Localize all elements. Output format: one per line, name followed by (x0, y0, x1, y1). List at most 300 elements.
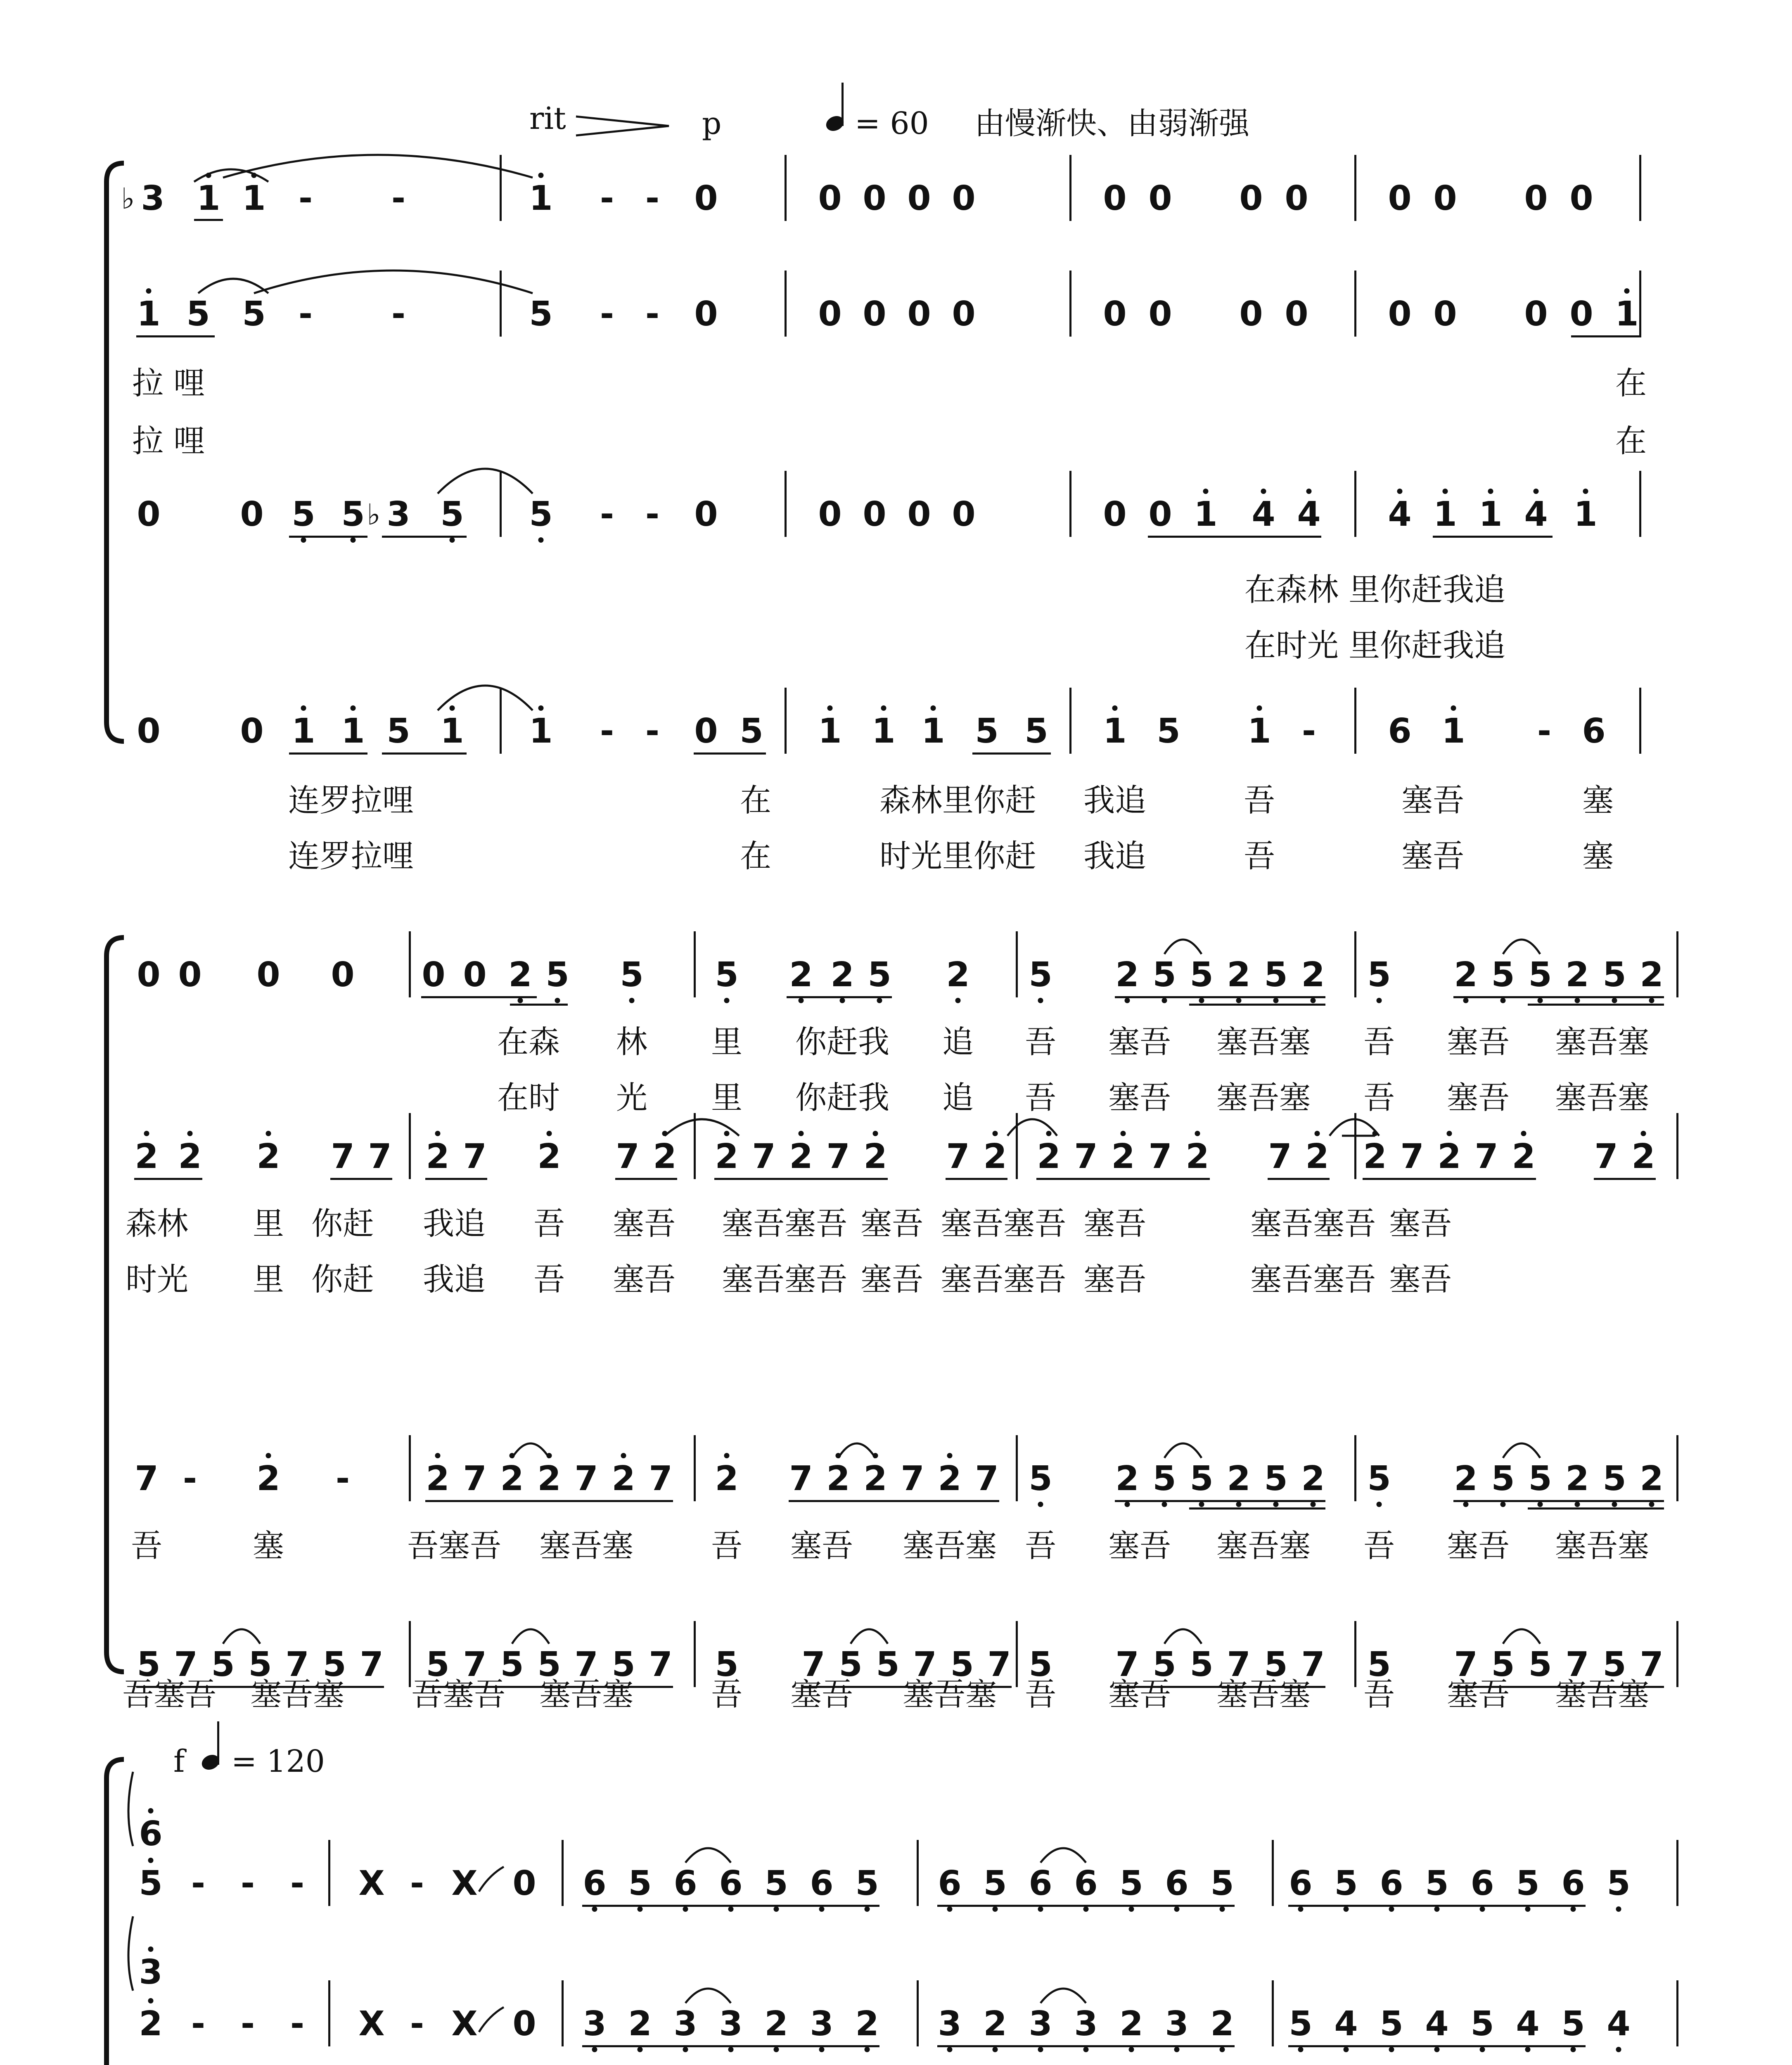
note: 4 (1297, 495, 1321, 534)
note: 1 (1615, 294, 1639, 334)
note: 7 (1301, 1645, 1325, 1684)
note: - (191, 1864, 206, 1903)
note: - (183, 1459, 197, 1498)
note: 0 (256, 955, 280, 995)
note: 2 (537, 1137, 561, 1176)
note: 1 (1479, 495, 1503, 534)
barline (409, 931, 411, 997)
note: 7 (285, 1645, 309, 1684)
octave-dot-above (148, 1808, 154, 1813)
barline (1676, 1980, 1678, 2046)
octave-dot-below (1649, 998, 1655, 1003)
note: 2 (537, 1459, 561, 1498)
beam-underline (1189, 1507, 1325, 1510)
note: 2 (1363, 1137, 1387, 1176)
octave-dot-below (1220, 2047, 1225, 2052)
note: X (451, 1864, 478, 1903)
lyric: 我追 (423, 1205, 486, 1242)
note: 2 (1115, 955, 1139, 995)
octave-dot-below (947, 1906, 953, 1912)
octave-dot-below (819, 1906, 825, 1912)
octave-dot-below (1038, 2047, 1043, 2052)
lyric: 吾 (533, 1261, 565, 1298)
lyric: 塞吾塞 (1555, 1023, 1649, 1060)
note: 5 (950, 1645, 974, 1684)
note: 0 (818, 495, 842, 534)
note: 2 (1210, 2004, 1234, 2044)
octave-dot-above (1306, 489, 1312, 494)
lyric: 塞吾 (613, 1205, 676, 1242)
octave-dot-below (799, 998, 804, 1003)
octave-dot-above (1121, 1131, 1126, 1136)
lyric: 塞吾 (1108, 1676, 1171, 1713)
octave-dot-below (774, 1906, 779, 1912)
note: 7 (1115, 1645, 1139, 1684)
note: 0 (1103, 495, 1127, 534)
lyric: 塞吾塞吾 (941, 1205, 1066, 1242)
note: 7 (1565, 1645, 1589, 1684)
octave-dot-below (1616, 2047, 1621, 2052)
octave-dot-below (1616, 1906, 1621, 1912)
slur (1503, 1443, 1540, 1458)
beam-underline (1433, 536, 1553, 538)
lyric: 你赶我 (795, 1079, 889, 1116)
slur (1041, 1848, 1086, 1863)
note: 6 (1582, 712, 1606, 751)
octave-dot-below (1162, 998, 1167, 1003)
note: 1 (341, 712, 365, 751)
beam-underline (1594, 1178, 1656, 1180)
note: 5 (248, 1645, 272, 1684)
note: 3 (386, 495, 410, 534)
lyric: 塞吾 (1401, 838, 1464, 874)
note: 5 (500, 1645, 524, 1684)
lyric: 塞吾塞 (903, 1676, 997, 1713)
quarter-note-stem-2 (217, 1721, 219, 1765)
octave-dot-above (881, 705, 887, 711)
lyric: 你赶 (311, 1261, 374, 1298)
note: 7 (752, 1137, 776, 1176)
slur (512, 1443, 549, 1458)
lyric: 我追 (1083, 782, 1146, 819)
slur (1164, 940, 1202, 954)
octave-dot-above (724, 1131, 730, 1136)
note: 7 (1400, 1137, 1424, 1176)
note: 0 (1524, 294, 1548, 334)
note: 0 (1239, 294, 1263, 334)
barline (500, 155, 502, 221)
octave-dot-below (1571, 1906, 1576, 1912)
note: X (358, 2004, 385, 2044)
note: 2 (863, 1459, 887, 1498)
note: 0 (512, 2004, 536, 2044)
note: 1 (818, 712, 842, 751)
note: 2 (1301, 955, 1325, 995)
note: 5 (1157, 712, 1180, 751)
note: - (391, 179, 406, 218)
note: 5 (839, 1645, 863, 1684)
octave-dot-above (144, 1131, 149, 1136)
note: 0 (1388, 179, 1412, 218)
lyric: 塞吾塞 (1216, 1023, 1311, 1060)
octave-dot-above (148, 1998, 154, 2003)
octave-dot-above (301, 705, 306, 711)
beam-underline (425, 1500, 673, 1502)
lyric: 时光 (126, 1261, 188, 1298)
note: 5 (876, 1645, 900, 1684)
octave-dot-above (799, 1131, 804, 1136)
slur (685, 1848, 731, 1863)
octave-dot-above (146, 288, 152, 294)
beam-underline (946, 1178, 1007, 1180)
octave-dot-above (993, 1131, 998, 1136)
barline (1639, 271, 1641, 337)
octave-dot-below (1236, 1502, 1242, 1507)
lyric: 塞吾塞 (1555, 1676, 1649, 1713)
lyric: 塞吾塞 (1216, 1079, 1311, 1116)
beam-underline (714, 1178, 888, 1180)
octave-dot-below (1500, 998, 1506, 1003)
octave-dot-above (351, 705, 356, 711)
note: 6 (1561, 1864, 1585, 1903)
note: 5 (1491, 955, 1515, 995)
octave-dot-below (1038, 998, 1043, 1003)
note: 6 (1289, 1864, 1313, 1903)
lyric: 塞吾塞 (903, 1527, 997, 1564)
octave-dot-below (1377, 998, 1382, 1003)
lyric: 吾 (131, 1527, 162, 1564)
note: 5 (1289, 2004, 1313, 2044)
note: 5 (1264, 955, 1288, 995)
lyric: 吾 (1025, 1676, 1056, 1713)
lyric: 塞吾塞 (1216, 1676, 1311, 1713)
note: 1 (242, 179, 266, 218)
note: 4 (1388, 495, 1412, 534)
note: 3 (1029, 2004, 1052, 2044)
beam-underline (289, 752, 367, 755)
lyric: 在森 (497, 1023, 560, 1060)
octave-dot-below (538, 537, 544, 543)
barline (785, 471, 787, 537)
beam-underline (1528, 1004, 1664, 1006)
beam-underline (425, 1178, 487, 1180)
note: 0 (137, 955, 161, 995)
lyric: 塞吾塞吾 (722, 1205, 847, 1242)
note: 0 (694, 712, 718, 751)
octave-dot-above (1046, 1131, 1052, 1136)
octave-dot-below (1311, 1502, 1316, 1507)
note: 0 (1569, 179, 1593, 218)
slur (1503, 940, 1540, 954)
octave-dot-below (1649, 1502, 1655, 1507)
barline (1676, 1435, 1678, 1501)
octave-dot-below (1038, 1502, 1043, 1507)
note: 0 (907, 294, 931, 334)
lyric: 塞吾塞 (539, 1527, 633, 1564)
note: 7 (913, 1645, 937, 1684)
octave-dot-above (827, 705, 833, 711)
note: 5 (764, 1864, 788, 1903)
note: 5 (868, 955, 891, 995)
octave-dot-above (931, 705, 936, 711)
barline (785, 271, 787, 337)
lyric: 塞吾塞吾 (722, 1261, 847, 1298)
beam-underline (136, 335, 215, 337)
barline (1069, 471, 1071, 537)
note: 0 (1148, 179, 1172, 218)
octave-dot-above (148, 1946, 154, 1952)
note: 6 (810, 1864, 834, 1903)
octave-dot-below (1538, 1502, 1543, 1507)
note: 6 (139, 1814, 163, 1854)
beam-underline (1528, 1507, 1664, 1510)
octave-dot-below (1575, 1502, 1580, 1507)
barline (1676, 931, 1678, 997)
note: 5 (1210, 1864, 1234, 1903)
note: 5 (1024, 712, 1048, 751)
note: 5 (545, 955, 569, 995)
barline (1639, 688, 1641, 754)
octave-dot-above (1315, 1131, 1320, 1136)
note: 1 (1247, 712, 1271, 751)
beam-underline (1115, 1500, 1325, 1502)
lyric: 我追 (1083, 838, 1146, 874)
note: 2 (426, 1459, 450, 1498)
note: 5 (1425, 1864, 1449, 1903)
note: 2 (764, 2004, 788, 2044)
lyric: 塞吾 (1447, 1023, 1510, 1060)
note: 2 (1640, 1459, 1664, 1498)
note: 0 (240, 712, 264, 751)
octave-dot-below (1236, 998, 1242, 1003)
note: 5 (1602, 1459, 1626, 1498)
octave-dot-below (1125, 1502, 1130, 1507)
note: 0 (1285, 294, 1308, 334)
barline (409, 1435, 411, 1501)
note: 0 (1285, 179, 1308, 218)
octave-dot-below (1389, 1906, 1394, 1912)
barline (917, 1840, 919, 1906)
note: 2 (612, 1459, 635, 1498)
note: - (410, 2004, 424, 2044)
beam-underline (1453, 996, 1664, 998)
octave-dot-below (1162, 1502, 1167, 1507)
note: 0 (1569, 294, 1593, 334)
note: 5 (1367, 1459, 1391, 1498)
beam-underline (694, 752, 766, 755)
note: 5 (1561, 2004, 1585, 2044)
note: - (290, 1864, 305, 1903)
note: 2 (653, 1137, 677, 1176)
note: 2 (426, 1137, 450, 1176)
barline (1069, 688, 1071, 754)
note: 2 (1227, 1459, 1251, 1498)
lyric: 林 (616, 1023, 647, 1060)
beam-underline (1288, 1905, 1586, 1907)
note: 0 (694, 294, 718, 334)
beam-underline (615, 1178, 677, 1180)
octave-dot-below (1463, 998, 1469, 1003)
barline (694, 931, 696, 997)
note: 3 (673, 2004, 697, 2044)
note: 5 (1491, 1645, 1515, 1684)
lyric: 在 (1615, 365, 1647, 401)
beam-underline (510, 1004, 568, 1006)
octave-dot-above (510, 1453, 515, 1458)
note: 6 (719, 1864, 743, 1903)
note: 3 (139, 1953, 163, 1992)
note: 2 (508, 955, 532, 995)
quarter-note-stem (841, 83, 844, 126)
lyric: 吾 (1025, 1023, 1056, 1060)
lyric: 吾 (1244, 782, 1275, 819)
lyric: 吾 (1363, 1023, 1395, 1060)
slur (1503, 1629, 1540, 1644)
lyric: 吾 (1244, 838, 1275, 874)
note: 0 (1103, 179, 1127, 218)
octave-dot-below (450, 537, 455, 543)
barline (1016, 931, 1018, 997)
octave-dot-above (1257, 705, 1262, 711)
octave-dot-below (1083, 1906, 1089, 1912)
note: 2 (1119, 2004, 1143, 2044)
lyric: 塞吾 (1389, 1205, 1452, 1242)
note: - (191, 2004, 206, 2044)
note: 5 (1029, 1645, 1052, 1684)
note: 2 (715, 1459, 739, 1498)
note: 1 (1574, 495, 1598, 534)
slur (198, 279, 268, 293)
note: 7 (987, 1645, 1011, 1684)
note: 3 (1074, 2004, 1098, 2044)
beam-underline (582, 1905, 879, 1907)
note: 2 (715, 1137, 739, 1176)
slur (851, 1629, 888, 1644)
lyric: 在时光 里你赶我追 (1244, 627, 1506, 664)
beam-underline (1453, 1500, 1664, 1502)
note: 7 (649, 1459, 673, 1498)
beam-underline (1148, 536, 1321, 538)
note: 0 (863, 179, 887, 218)
lyric: 塞吾 (1108, 1023, 1171, 1060)
octave-dot-below (518, 998, 523, 1003)
octave-dot-below (865, 2047, 870, 2052)
note: 5 (1470, 2004, 1494, 2044)
note: 5 (1264, 1645, 1288, 1684)
octave-dot-below (1344, 2047, 1349, 2052)
note: 5 (292, 495, 315, 534)
octave-dot-above (1534, 489, 1539, 494)
note: 6 (1388, 712, 1412, 751)
note: 5 (975, 712, 999, 751)
barline (785, 688, 787, 754)
note: 0 (422, 955, 446, 995)
octave-dot-below (1463, 1502, 1469, 1507)
note: 5 (1528, 1645, 1552, 1684)
slur (438, 469, 533, 494)
note: 7 (463, 1459, 487, 1498)
lyric: 你赶 (311, 1205, 374, 1242)
barline (1639, 155, 1641, 221)
note: 0 (694, 179, 718, 218)
lyric: 我追 (423, 1261, 486, 1298)
octave-dot-above (662, 1131, 668, 1136)
lyric: 塞吾塞吾 (941, 1261, 1066, 1298)
note: 7 (826, 1137, 850, 1176)
note: 5 (386, 712, 410, 751)
barline (328, 1980, 330, 2046)
lyric: 吾塞吾 (122, 1676, 216, 1713)
note: 5 (426, 1645, 450, 1684)
note: 2 (938, 1459, 962, 1498)
note: 2 (256, 1459, 280, 1498)
note: 5 (1190, 1645, 1214, 1684)
note: 5 (440, 495, 464, 534)
beam-underline (421, 996, 537, 998)
lyric: 吾 (711, 1676, 742, 1713)
note: - (290, 2004, 305, 2044)
note: X (358, 1864, 385, 1903)
lyric: 塞吾 (1447, 1527, 1510, 1564)
octave-dot-above (947, 1453, 953, 1458)
barline (1354, 688, 1356, 754)
note: 0 (1239, 179, 1263, 218)
note: 0 (137, 712, 161, 751)
note: X (451, 2004, 478, 2044)
note: 5 (341, 495, 365, 534)
note: 2 (1512, 1137, 1536, 1176)
note: 3 (583, 2004, 607, 2044)
barline (1354, 1113, 1356, 1179)
note: 7 (616, 1137, 640, 1176)
note: 2 (1640, 955, 1664, 995)
note: 1 (197, 179, 220, 218)
note: - (240, 1864, 255, 1903)
note: 0 (952, 179, 976, 218)
octave-dot-above (1447, 1131, 1452, 1136)
note: 7 (331, 1137, 355, 1176)
note: 5 (211, 1645, 235, 1684)
octave-dot-above (148, 1858, 154, 1863)
note: 5 (1190, 955, 1214, 995)
rit-marking: rit (529, 101, 566, 136)
note: 3 (810, 2004, 834, 2044)
note: 5 (1190, 1459, 1214, 1498)
note: 6 (673, 1864, 697, 1903)
tempo-marking-60: = 60 (855, 106, 929, 141)
barline (1354, 471, 1356, 537)
beam-underline (330, 1178, 392, 1180)
note: 5 (1528, 1459, 1552, 1498)
barline (1069, 271, 1071, 337)
lyric: 塞吾 (790, 1527, 853, 1564)
note: 1 (921, 712, 945, 751)
octave-dot-below (1612, 998, 1617, 1003)
note: 5 (1152, 955, 1176, 995)
note: 0 (952, 294, 976, 334)
note: 4 (1607, 2004, 1631, 2044)
octave-dot-below (774, 2047, 779, 2052)
lyric: 吾 (1363, 1527, 1395, 1564)
note: 0 (952, 495, 976, 534)
slur (838, 1443, 875, 1458)
octave-dot-below (1525, 1906, 1531, 1912)
note: 2 (1305, 1137, 1329, 1176)
octave-dot-below (1389, 2047, 1394, 2052)
note: 0 (907, 495, 931, 534)
note: 1 (1433, 495, 1457, 534)
note: 5 (628, 1864, 652, 1903)
